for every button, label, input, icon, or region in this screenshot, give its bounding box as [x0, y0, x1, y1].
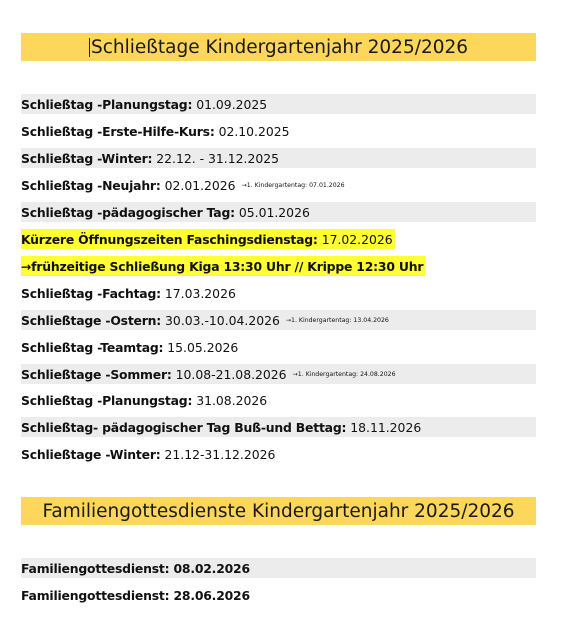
first-kindergarten-day-note: →1. Kindergartentag: 24.08.2026	[292, 370, 396, 378]
first-kindergarten-day-note: →1. Kindergartentag: 07.01.2026	[241, 181, 345, 189]
family-service-label: Familiengottesdienst: 08.02.2026	[21, 560, 250, 576]
family-services-title	[21, 497, 536, 525]
closing-day-row	[21, 390, 536, 410]
closing-day-date: 10.08-21.08.2026	[175, 366, 287, 382]
closing-day-label: Schließtag -Fachtag:	[21, 285, 161, 301]
closing-day-label: Schließtag -Teamtag:	[21, 339, 164, 355]
closing-day-row	[21, 283, 536, 303]
family-service-row	[21, 558, 536, 578]
closing-day-label: Schließtage -Winter:	[21, 446, 161, 462]
closing-day-date: 17.02.2026	[321, 231, 393, 247]
closing-days-title-text: Schließtage Kindergartenjahr 2025/2026	[90, 36, 469, 58]
closing-day-label: Schließtag -Winter:	[21, 150, 153, 166]
closing-day-row	[21, 121, 536, 141]
closing-day-date: 05.01.2026	[238, 204, 310, 220]
closing-day-row	[21, 202, 536, 222]
closing-day-label: Schließtag -Erste-Hilfe-Kurs:	[21, 123, 215, 139]
closing-day-label: Schließtag -pädagogischer Tag:	[21, 204, 235, 220]
closing-day-label: Schließtag -Planungstag:	[21, 96, 193, 112]
closing-day-row	[21, 444, 536, 464]
closing-day-date: 31.08.2026	[196, 392, 268, 408]
closing-day-label: Schließtag -Neujahr:	[21, 177, 161, 193]
closing-day-date: 30.03.-10.04.2026	[165, 312, 280, 328]
closing-day-date: 02.10.2025	[218, 123, 290, 139]
closing-day-row-highlighted	[21, 229, 536, 249]
closing-day-date: 18.11.2026	[350, 419, 422, 435]
closing-days-title	[21, 33, 536, 61]
closing-day-row	[21, 310, 536, 330]
closing-day-row	[21, 417, 536, 437]
early-closing-note-row	[21, 256, 536, 276]
closing-day-label: Schließtage -Sommer:	[21, 366, 172, 382]
closing-day-row	[21, 337, 536, 357]
closing-day-row	[21, 148, 536, 168]
closing-day-label: Schließtage -Ostern:	[21, 312, 162, 328]
closing-day-row	[21, 364, 536, 384]
family-service-label: Familiengottesdienst: 28.06.2026	[21, 587, 250, 603]
closing-day-date: 15.05.2026	[167, 339, 239, 355]
closing-day-label: Schließtag -Planungstag:	[21, 392, 193, 408]
closing-day-date: 21.12-31.12.2026	[164, 446, 276, 462]
closing-day-row	[21, 175, 536, 195]
family-services-title-text: Familiengottesdienste Kindergartenjahr 2025/2026	[42, 500, 515, 522]
closing-day-date: 02.01.2026	[164, 177, 236, 193]
closing-day-label: Kürzere Öffnungszeiten Faschingsdienstag:	[21, 231, 318, 247]
closing-day-date: 01.09.2025	[196, 96, 268, 112]
closing-day-label: Schließtag- pädagogischer Tag Buß-und Bettag:	[21, 419, 347, 435]
early-closing-note: →frühzeitige Schließung Kiga 13:30 Uhr // Krippe 12:30 Uhr	[21, 258, 424, 274]
text-cursor	[89, 38, 90, 57]
closing-day-row	[21, 94, 536, 114]
family-service-row	[21, 585, 536, 605]
closing-day-date: 22.12. - 31.12.2025	[156, 150, 279, 166]
first-kindergarten-day-note: →1. Kindergartentag: 13.04.2026	[285, 316, 389, 324]
closing-day-date: 17.03.2026	[164, 285, 236, 301]
